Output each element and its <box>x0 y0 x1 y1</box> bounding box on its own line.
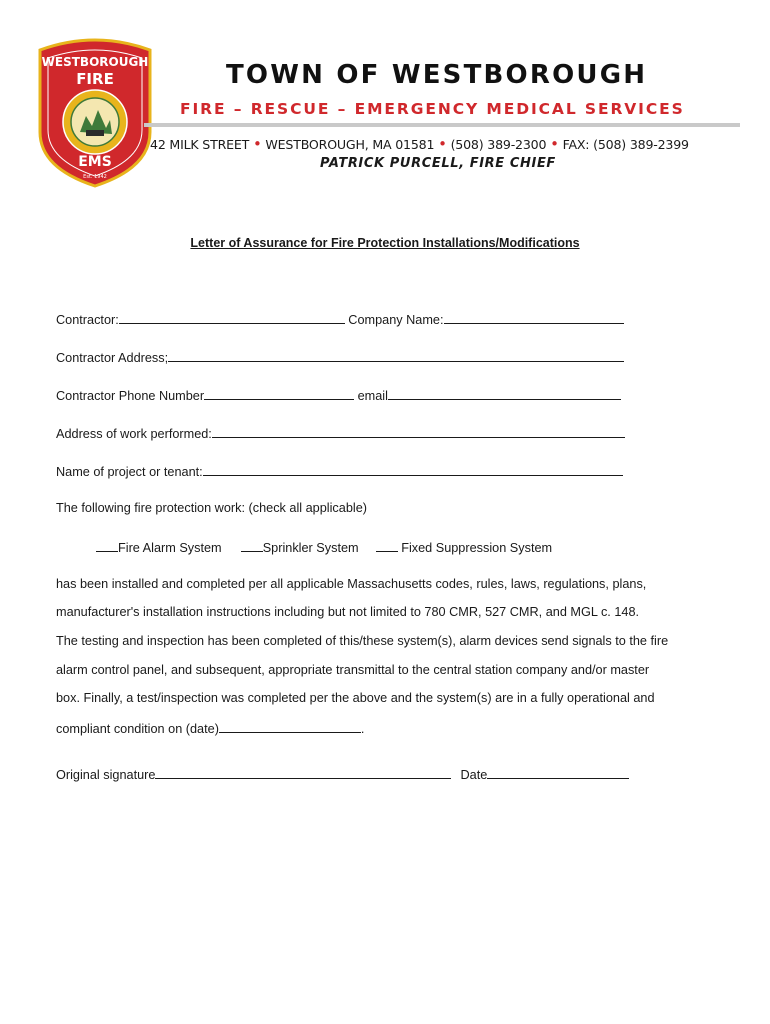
project-field[interactable] <box>203 463 623 476</box>
services-line: FIRE – RESCUE – EMERGENCY MEDICAL SERVICES <box>180 100 685 118</box>
fixed-suppression-checkbox[interactable] <box>376 539 398 552</box>
contractor-row <box>56 311 624 327</box>
bullet-icon: • <box>252 135 262 153</box>
header-divider <box>144 123 740 127</box>
phone-row <box>56 387 621 403</box>
completion-date-field[interactable] <box>219 720 361 733</box>
signature-date-field[interactable] <box>487 766 629 779</box>
date-label: Date <box>460 768 488 782</box>
email-field[interactable] <box>388 387 621 400</box>
fire-alarm-label: Fire Alarm System <box>118 541 222 555</box>
work-address-row <box>56 425 625 441</box>
street-address: 42 MILK STREET <box>150 137 250 152</box>
contractor-label: Contractor: <box>56 313 119 327</box>
company-label: Company Name: <box>348 313 444 327</box>
logo-top-text: WESTBOROUGH <box>41 55 149 69</box>
city-address: WESTBOROUGH, MA 01581 <box>265 137 435 152</box>
address-line <box>150 135 689 153</box>
signature-row <box>56 766 629 782</box>
phone-label: Contractor Phone Number <box>56 389 205 403</box>
fire-department-logo <box>34 36 156 188</box>
paragraph-line-5: box. Finally, a test/inspection was completed per the above and the system(s) are in a fully operational and <box>56 691 655 705</box>
fire-alarm-checkbox[interactable] <box>96 539 118 552</box>
email-label: email <box>357 389 388 403</box>
paragraph-line-6 <box>56 720 736 736</box>
bullet-icon: • <box>438 135 447 153</box>
paragraph-line-2: manufacturer's installation instructions including but not limited to 780 CMR, 527 CMR, and MGL c. 148. <box>56 605 640 619</box>
contractor-address-field[interactable] <box>168 349 624 362</box>
options-row <box>96 539 552 555</box>
phone-number: (508) 389-2300 <box>450 137 547 152</box>
contractor-address-label: Contractor Address; <box>56 351 169 365</box>
work-intro: The following fire protection work: (check all applicable) <box>56 501 367 515</box>
project-label: Name of project or tenant: <box>56 465 203 479</box>
address-row <box>56 349 624 365</box>
signature-field[interactable] <box>155 766 451 779</box>
work-address-field[interactable] <box>212 425 625 438</box>
date-prompt: compliant condition on (date) <box>56 722 219 736</box>
logo-ems-text: EMS <box>78 154 112 170</box>
paragraph-end: . <box>360 722 365 736</box>
fax-number: FAX: (508) 389-2399 <box>562 137 689 152</box>
town-name: TOWN OF WESTBOROUGH <box>226 60 648 90</box>
fixed-suppression-label: Fixed Suppression System <box>401 541 553 555</box>
logo-est-text: Est. 1942 <box>83 174 107 180</box>
paragraph-line-4: alarm control panel, and subsequent, appropriate transmittal to the central station company and/or master <box>56 663 650 677</box>
sprinkler-label: Sprinkler System <box>262 541 359 555</box>
bullet-icon: • <box>550 135 559 153</box>
company-field[interactable] <box>444 311 624 324</box>
contractor-field[interactable] <box>119 311 345 324</box>
work-address-label: Address of work performed: <box>56 427 212 441</box>
sprinkler-checkbox[interactable] <box>241 539 263 552</box>
fire-chief: PATRICK PURCELL, FIRE CHIEF <box>320 156 556 171</box>
project-row <box>56 463 623 479</box>
paragraph-line-3: The testing and inspection has been completed of this/these system(s), alarm devices send signals to the fire <box>56 634 669 648</box>
paragraph-line-1: has been installed and completed per all applicable Massachusetts codes, rules, laws, regulations, plans, <box>56 577 647 591</box>
form-title: Letter of Assurance for Fire Protection Installations/Modifications <box>190 236 580 250</box>
logo-fire-text: FIRE <box>76 70 114 88</box>
signature-label: Original signature <box>56 768 156 782</box>
phone-field[interactable] <box>204 387 354 400</box>
